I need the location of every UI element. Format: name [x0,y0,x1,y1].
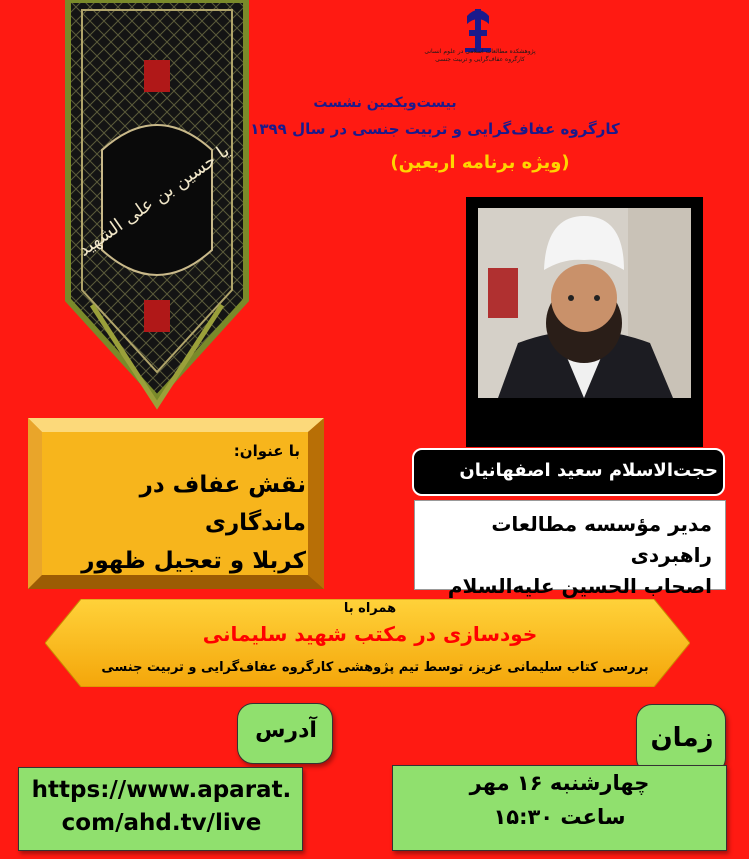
address-label: آدرس [255,718,317,743]
time-label: زمان [650,723,714,753]
workgroup-title: کارگروه عفاف‌گرایی و تربیت جنسی در سال ۱۳۹۹ [250,120,620,138]
speaker-role-line2: اصحاب الحسین علیه‌السلام [447,574,712,598]
muharram-banner-image [62,0,252,412]
event-hour: ساعت ۱۵:۳۰ [493,805,626,829]
topic-label: با عنوان: [233,442,300,460]
address-label-box [237,703,333,764]
time-label-box [636,704,726,774]
logo-caption: پژوهشکده مطالعات اسلامی در علوم انسانی کارگروه عفاف‌گرایی و تربیت جنسی [424,48,536,63]
speaker-photo [478,208,691,398]
address-url[interactable] [19,774,304,840]
topic-title-line2: کربلا و تعجیل ظهور [81,548,306,574]
arbaeen-special: (ویژه برنامه اربعین) [390,152,570,173]
address-url-line1: https://www.aparat. [31,777,292,803]
speaker-name: حجت‌الاسلام سعید اصفهانیان [459,460,718,481]
banner-calligraphy: یا حسین بن علی الشهید [74,140,234,261]
address-box [18,767,303,851]
companion-label: همراه با [343,601,397,616]
address-url-line2: com/ahd.tv/live [61,810,262,836]
companion-title: خودسازی در مکتب شهید سلیمانی [202,622,538,646]
event-date: چهارشنبه ۱۶ مهر [469,771,650,795]
speaker-role-line1: مدیر مؤسسه مطالعات راهبردی [491,512,712,567]
speaker-role [416,509,712,602]
companion-subtitle: بررسی کتاب سلیمانی عزیز، توسط تیم پژوهشی کارگروه عفاف‌گرایی و تربیت جنسی [101,660,649,675]
session-number: بیست‌ویکمین نشست [313,95,457,111]
topic-title-line1: نقش عفاف در ماندگاری [139,472,306,536]
topic-title [46,466,306,580]
